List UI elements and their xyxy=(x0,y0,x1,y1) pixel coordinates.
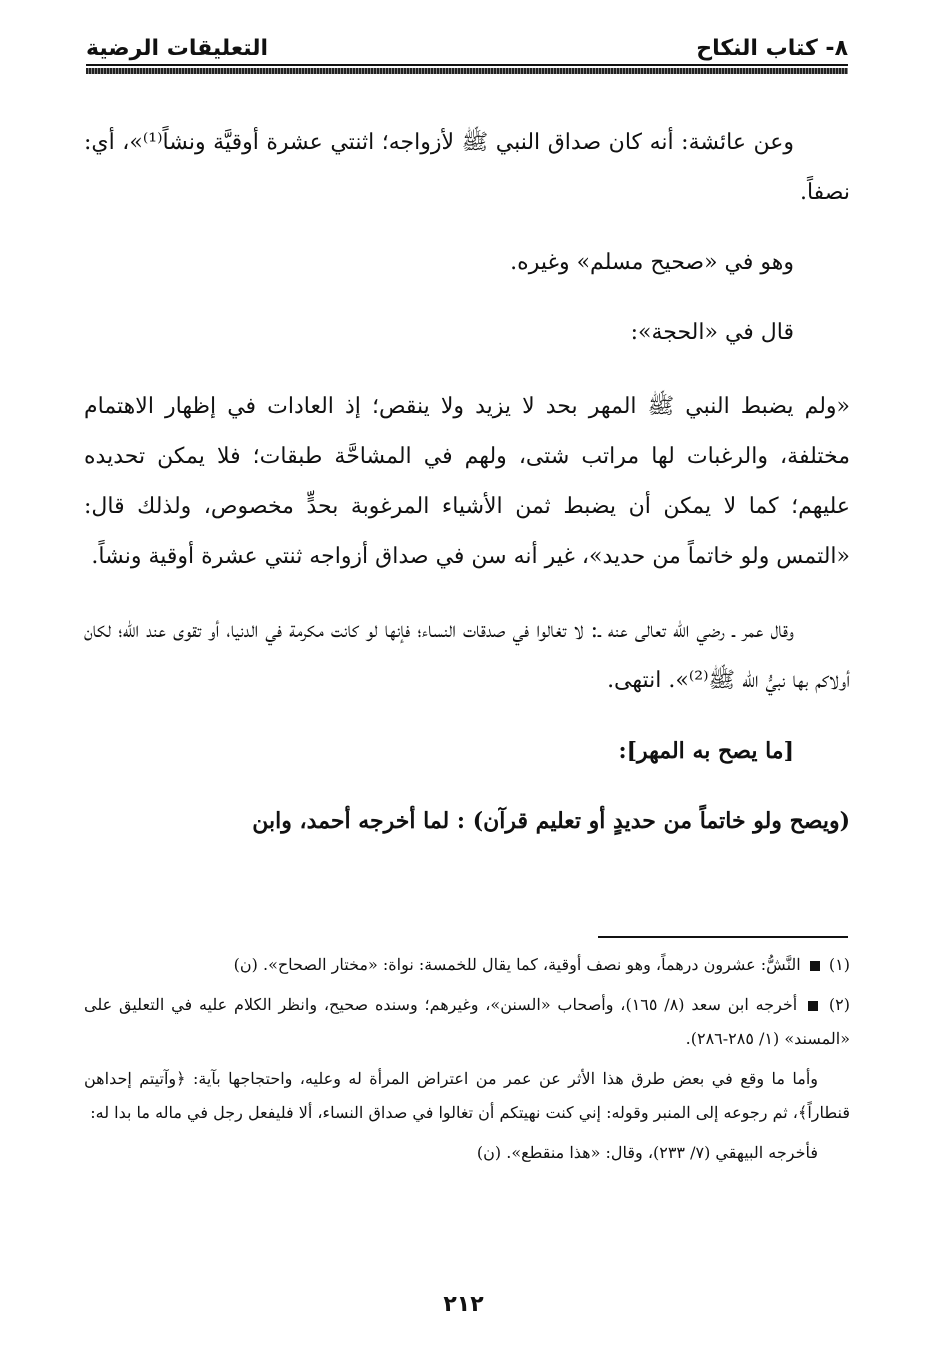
footnotes xyxy=(84,948,850,1176)
paragraph-hujja-intro: قال في «الحجة»: xyxy=(630,320,794,345)
square-marker-icon xyxy=(808,1001,818,1011)
book-title: التعليقات الرضية xyxy=(86,36,269,61)
square-marker-icon xyxy=(810,961,820,971)
paragraph-mahr-rule: (ويصح ولو خاتماً من حديدٍ أو تعليم قرآن) : لما أخرجه أحمد، وابن xyxy=(252,808,850,834)
footnote-2-continuation: وأما ما وقع في بعض طرق هذا الأثر عن عمر من اعتراض المرأة له وعليه، واحتجاجها بآية: ﴿وآتيتم إحداهن قنطاراً﴾، ثم رجوعه إلى المنبر وقوله: إني كنت نهيتكم أن تغالوا في صداق النساء، ألا فليفعل رجل في ماله ما بدا له: xyxy=(84,1069,850,1122)
header-divider-pattern xyxy=(86,68,848,74)
footnote-2-source: فأخرجه البيهقي (٧/ ٢٣٣)، وقال: «هذا منقطع». (ن) xyxy=(476,1143,818,1162)
footnote-1 xyxy=(84,948,850,982)
chapter-title: ٨- كتاب النكاح xyxy=(696,36,848,61)
footnote-divider xyxy=(598,936,848,938)
paragraph-muslim: وهو في «صحيح مسلم» وغيره. xyxy=(510,250,794,275)
section-heading: [ما يصح به المهر]: xyxy=(618,738,794,764)
footnote-2 xyxy=(84,988,850,1056)
footnote-text: أخرجه ابن سعد (٨/ ١٦٥)، وأصحاب «السنن»، وغيرهم؛ وسنده صحيح، وانظر الكلام عليه في التعليق على «المسند» (١/ ٢٨٥-٢٨٦). xyxy=(84,995,850,1048)
main-text xyxy=(84,118,850,846)
header-divider-line xyxy=(86,64,848,66)
paragraph-umar: وقال عمر ـ رضي الله تعالى عنه ـ: لا تغالوا في صدقات النساء؛ فإنها لو كانت مكرمة في الدنيا، أو تقوى عند الله؛ لكان أولاكم بها نبيُّ الله ﷺ⁽²⁾». انتهى. xyxy=(84,618,850,693)
paragraph-aisha: وعن عائشة: أنه كان صداق النبي ﷺ لأزواجه؛ اثنتي عشرة أوقيَّة ونشاً⁽¹⁾»، أي: نصفاً. xyxy=(84,130,850,205)
footnote-number: (٢) xyxy=(828,995,850,1014)
paragraph-hujja-quote: «ولم يضبط النبي ﷺ المهر بحد لا يزيد ولا ينقص؛ إذ العادات في إظهار الاهتمام مختلفة، والرغبات لها مراتب شتى، ولهم في المشاحَّة طبقات؛ فلا يمكن تحديده عليهم؛ كما لا يمكن أن يضبط ثمن الأشياء المرغوبة بحدٍّ مخصوص، ولذلك قال: «التمس ولو خاتماً من حديد»، غير أنه سن في صداق أزواجه ثنتي عشرة أوقية ونشاً. xyxy=(84,394,850,569)
footnote-text: النَّشُّ: عشرون درهماً، وهو نصف أوقية، كما يقال للخمسة: نواة: «مختار الصحاح». (ن) xyxy=(233,955,801,974)
footnote-number: (١) xyxy=(828,955,850,974)
page-number: ٢١٢ xyxy=(443,1292,484,1317)
